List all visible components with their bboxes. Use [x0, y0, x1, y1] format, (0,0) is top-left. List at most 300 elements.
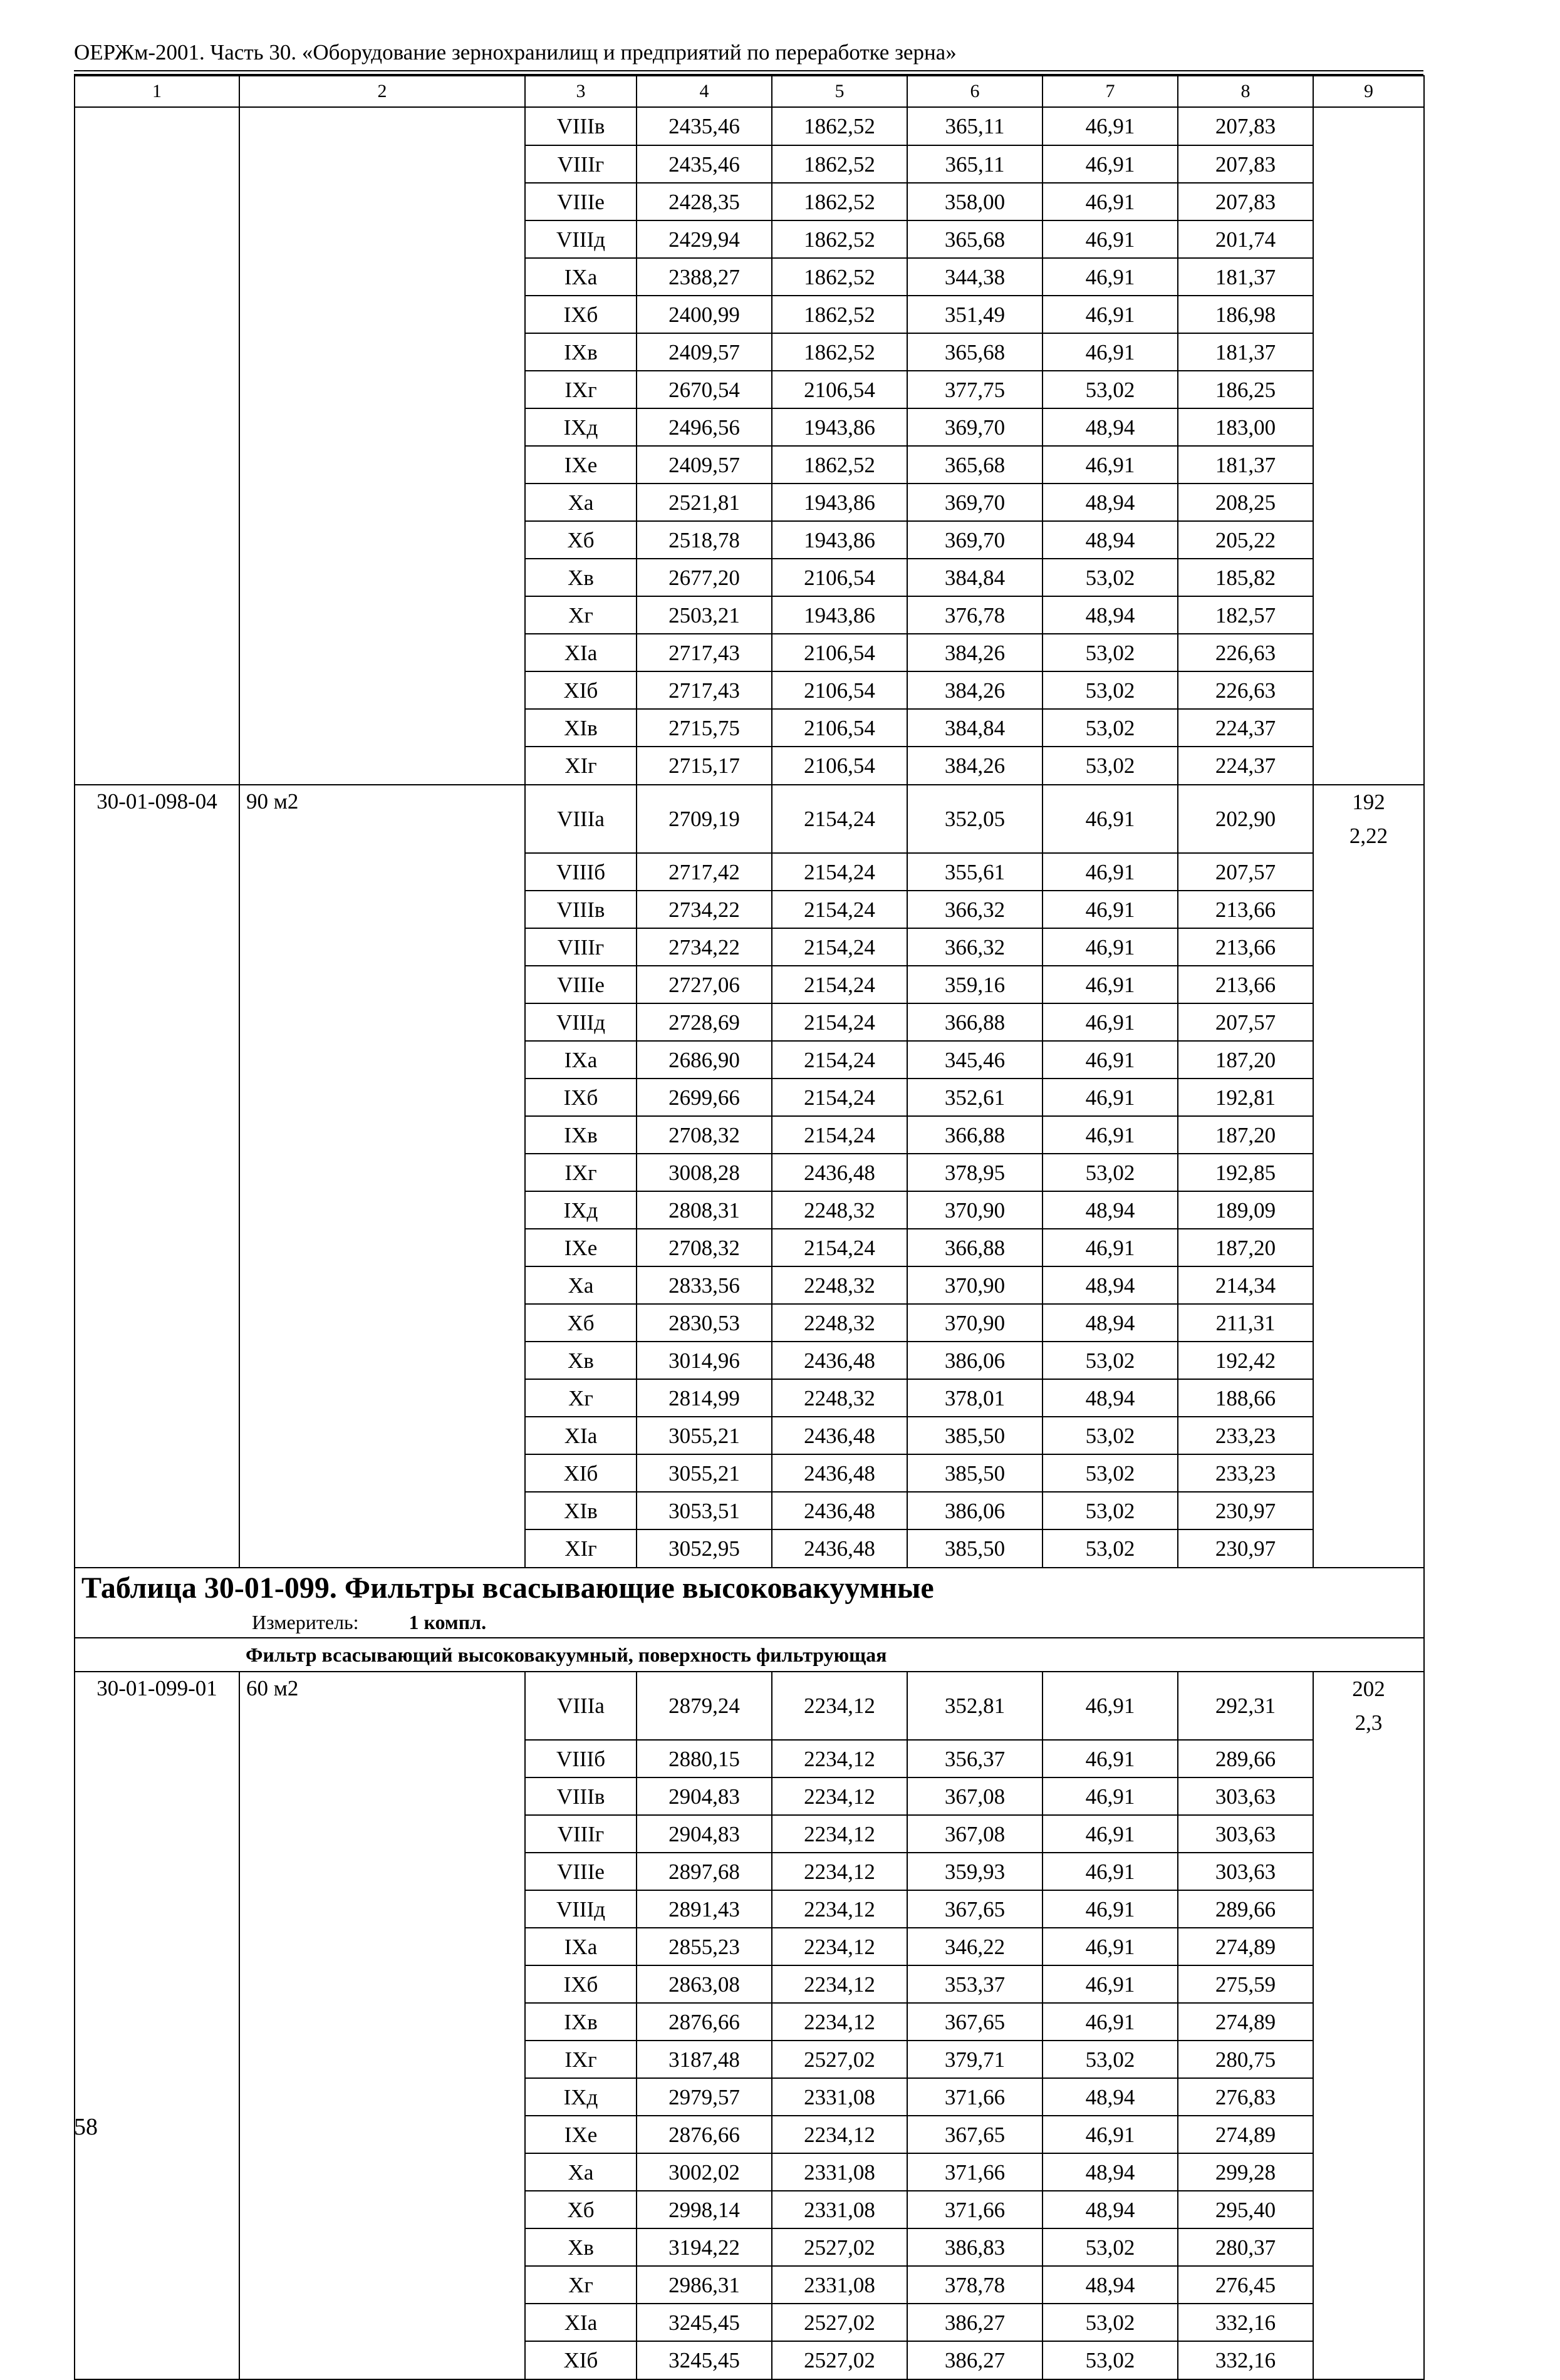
value-cell: 2496,56 — [637, 408, 772, 446]
column-number: 7 — [1043, 76, 1178, 107]
rate-note-cell — [1313, 2153, 1424, 2191]
code-cell — [75, 1853, 239, 1890]
value-cell: 213,66 — [1178, 966, 1313, 1003]
code-cell — [75, 145, 239, 183]
rate-note-cell — [1313, 1454, 1424, 1492]
code-cell — [75, 296, 239, 333]
value-cell: 2154,24 — [772, 928, 907, 966]
value-cell: 2830,53 — [637, 1304, 772, 1342]
code-cell — [75, 484, 239, 521]
region-cell: Xб — [525, 2191, 637, 2228]
value-cell: 48,94 — [1043, 1191, 1178, 1229]
value-cell: 2709,19 — [637, 785, 772, 853]
value-cell: 2154,24 — [772, 966, 907, 1003]
rate-note-cell — [1313, 891, 1424, 928]
table-row — [75, 1079, 1424, 1116]
rate-note-cell — [1313, 709, 1424, 747]
value-cell: 186,25 — [1178, 371, 1313, 408]
region-cell: XIг — [525, 747, 637, 785]
table-heading — [75, 1568, 1424, 1638]
value-cell: 359,16 — [907, 966, 1043, 1003]
value-cell: 2715,17 — [637, 747, 772, 785]
code-cell — [75, 1191, 239, 1229]
name-cell — [239, 1266, 525, 1304]
region-cell: IXе — [525, 446, 637, 484]
column-number: 1 — [75, 76, 239, 107]
code-cell — [75, 559, 239, 596]
code-cell — [75, 709, 239, 747]
value-cell: 53,02 — [1043, 1342, 1178, 1379]
value-cell: 2234,12 — [772, 1777, 907, 1815]
rate-note-cell — [1313, 371, 1424, 408]
value-cell: 187,20 — [1178, 1116, 1313, 1154]
value-cell: 183,00 — [1178, 408, 1313, 446]
value-cell: 207,57 — [1178, 1003, 1313, 1041]
rate-note-cell — [1313, 2003, 1424, 2041]
value-cell: 1943,86 — [772, 408, 907, 446]
table-row — [75, 2341, 1424, 2379]
region-cell: IXд — [525, 408, 637, 446]
value-cell: 46,91 — [1043, 333, 1178, 371]
name-cell — [239, 596, 525, 634]
name-cell — [239, 1041, 525, 1079]
value-cell: 207,83 — [1178, 183, 1313, 220]
code-cell: 30-01-099-01 — [75, 1672, 239, 1740]
value-cell: 386,27 — [907, 2341, 1043, 2379]
rate-note-cell — [1313, 1079, 1424, 1116]
value-cell: 356,37 — [907, 1740, 1043, 1777]
value-cell: 226,63 — [1178, 634, 1313, 671]
value-cell: 2435,46 — [637, 145, 772, 183]
region-cell: XIг — [525, 1529, 637, 1568]
table-row — [75, 1454, 1424, 1492]
value-cell: 181,37 — [1178, 258, 1313, 296]
value-cell: 201,74 — [1178, 220, 1313, 258]
value-cell: 214,34 — [1178, 1266, 1313, 1304]
rate-note-cell — [1313, 333, 1424, 371]
value-cell: 371,66 — [907, 2191, 1043, 2228]
rate-note-cell — [1313, 1417, 1424, 1454]
value-cell: 2436,48 — [772, 1154, 907, 1191]
value-cell: 2717,43 — [637, 634, 772, 671]
value-cell: 1862,52 — [772, 333, 907, 371]
value-cell: 2248,32 — [772, 1191, 907, 1229]
value-cell: 384,26 — [907, 634, 1043, 671]
value-cell: 192,85 — [1178, 1154, 1313, 1191]
code-cell — [75, 747, 239, 785]
code-cell — [75, 891, 239, 928]
rate-note-cell — [1313, 107, 1424, 145]
name-cell — [239, 709, 525, 747]
code-cell — [75, 596, 239, 634]
code-cell — [75, 2153, 239, 2191]
value-cell: 3014,96 — [637, 1342, 772, 1379]
value-cell: 46,91 — [1043, 220, 1178, 258]
code-cell — [75, 1079, 239, 1116]
value-cell: 366,32 — [907, 891, 1043, 928]
table-row — [75, 1417, 1424, 1454]
name-cell — [239, 333, 525, 371]
value-cell: 378,01 — [907, 1379, 1043, 1417]
value-cell: 369,70 — [907, 408, 1043, 446]
rate-note-value: 2,22 — [1349, 824, 1388, 848]
value-cell: 53,02 — [1043, 1529, 1178, 1568]
value-cell: 2998,14 — [637, 2191, 772, 2228]
code-cell — [75, 2003, 239, 2041]
value-cell: 46,91 — [1043, 928, 1178, 966]
value-cell: 53,02 — [1043, 1417, 1178, 1454]
value-cell: 2234,12 — [772, 1928, 907, 1965]
value-cell: 352,81 — [907, 1672, 1043, 1740]
value-cell: 2677,20 — [637, 559, 772, 596]
region-cell: Xб — [525, 1304, 637, 1342]
rate-note-cell — [1313, 1342, 1424, 1379]
value-cell: 332,16 — [1178, 2341, 1313, 2379]
value-cell: 53,02 — [1043, 2304, 1178, 2341]
table-row — [75, 891, 1424, 928]
value-cell: 359,93 — [907, 1853, 1043, 1890]
region-cell: IXа — [525, 258, 637, 296]
value-cell: 2428,35 — [637, 183, 772, 220]
column-number: 2 — [239, 76, 525, 107]
value-cell: 230,97 — [1178, 1529, 1313, 1568]
unit-label: Измеритель: — [252, 1611, 359, 1633]
value-cell: 351,49 — [907, 296, 1043, 333]
value-cell: 295,40 — [1178, 2191, 1313, 2228]
region-cell: XIа — [525, 1417, 637, 1454]
name-cell — [239, 2078, 525, 2116]
value-cell: 2154,24 — [772, 891, 907, 928]
table-row — [75, 1815, 1424, 1853]
table-row — [75, 446, 1424, 484]
value-cell: 2527,02 — [772, 2304, 907, 2341]
value-cell: 386,27 — [907, 2304, 1043, 2341]
code-cell — [75, 1965, 239, 2003]
rate-note-cell — [1313, 183, 1424, 220]
code-cell — [75, 2228, 239, 2266]
value-cell: 46,91 — [1043, 891, 1178, 928]
value-cell: 181,37 — [1178, 333, 1313, 371]
region-cell: XIб — [525, 1454, 637, 1492]
value-cell: 2904,83 — [637, 1777, 772, 1815]
table-row — [75, 2304, 1424, 2341]
table-row — [75, 1116, 1424, 1154]
table-row — [75, 1928, 1424, 1965]
rate-note-cell — [1313, 2116, 1424, 2153]
rate-note-cell — [1313, 1304, 1424, 1342]
table-row — [75, 1672, 1424, 1740]
value-cell: 3187,48 — [637, 2041, 772, 2078]
value-cell: 2234,12 — [772, 1965, 907, 2003]
value-cell: 358,00 — [907, 183, 1043, 220]
rate-note-cell — [1313, 1890, 1424, 1928]
code-cell — [75, 521, 239, 559]
table-row — [75, 1266, 1424, 1304]
page-number: 58 — [74, 2114, 98, 2140]
value-cell: 2708,32 — [637, 1229, 772, 1266]
table-row — [75, 596, 1424, 634]
rate-note-cell — [1313, 1777, 1424, 1815]
value-cell: 46,91 — [1043, 1815, 1178, 1853]
name-cell — [239, 2304, 525, 2341]
name-cell — [239, 1379, 525, 1417]
value-cell: 2863,08 — [637, 1965, 772, 2003]
region-cell: Xа — [525, 2153, 637, 2191]
rate-note-cell — [1313, 1853, 1424, 1890]
region-cell: VIIIг — [525, 145, 637, 183]
name-cell — [239, 258, 525, 296]
name-cell — [239, 634, 525, 671]
code-cell — [75, 1777, 239, 1815]
code-cell — [75, 1740, 239, 1777]
table-row — [75, 2266, 1424, 2304]
value-cell: 2979,57 — [637, 2078, 772, 2116]
rate-note-cell — [1313, 1672, 1424, 1740]
value-cell: 207,83 — [1178, 107, 1313, 145]
region-cell: VIIIд — [525, 1890, 637, 1928]
value-cell: 2897,68 — [637, 1853, 772, 1890]
name-cell — [239, 1342, 525, 1379]
value-cell: 3245,45 — [637, 2341, 772, 2379]
name-cell — [239, 1740, 525, 1777]
value-cell: 274,89 — [1178, 2003, 1313, 2041]
table-row — [75, 220, 1424, 258]
rate-note-cell — [1313, 1928, 1424, 1965]
code-cell — [75, 966, 239, 1003]
rate-note-cell — [1313, 1041, 1424, 1079]
region-cell: IXа — [525, 1041, 637, 1079]
rate-note-cell — [1313, 408, 1424, 446]
code-cell: 30-01-098-04 — [75, 785, 239, 853]
value-cell: 46,91 — [1043, 2003, 1178, 2041]
value-cell: 367,65 — [907, 2003, 1043, 2041]
table-row — [75, 2003, 1424, 2041]
rate-note-cell — [1313, 596, 1424, 634]
table-row — [75, 1041, 1424, 1079]
region-cell: Xв — [525, 1342, 637, 1379]
value-cell: 2436,48 — [772, 1492, 907, 1529]
value-cell: 46,91 — [1043, 785, 1178, 853]
value-cell: 181,37 — [1178, 446, 1313, 484]
name-cell — [239, 1304, 525, 1342]
value-cell: 46,91 — [1043, 145, 1178, 183]
name-cell — [239, 1777, 525, 1815]
value-cell: 2436,48 — [772, 1342, 907, 1379]
value-cell: 2527,02 — [772, 2041, 907, 2078]
value-cell: 2876,66 — [637, 2003, 772, 2041]
rate-note-cell — [1313, 2304, 1424, 2341]
name-cell — [239, 521, 525, 559]
value-cell: 2727,06 — [637, 966, 772, 1003]
value-cell: 46,91 — [1043, 446, 1178, 484]
value-cell: 2409,57 — [637, 333, 772, 371]
table-row — [75, 484, 1424, 521]
value-cell: 274,89 — [1178, 1928, 1313, 1965]
unit-value: 1 компл. — [408, 1611, 487, 1633]
region-cell: XIб — [525, 2341, 637, 2379]
table-row — [75, 296, 1424, 333]
table-row — [75, 2078, 1424, 2116]
value-cell: 205,22 — [1178, 521, 1313, 559]
table-row — [75, 1740, 1424, 1777]
value-cell: 370,90 — [907, 1191, 1043, 1229]
table-row — [75, 1191, 1424, 1229]
value-cell: 48,94 — [1043, 1266, 1178, 1304]
table-heading-row — [75, 1568, 1424, 1638]
value-cell: 53,02 — [1043, 1492, 1178, 1529]
unit-line — [252, 1612, 1417, 1632]
value-cell: 1943,86 — [772, 596, 907, 634]
value-cell: 207,57 — [1178, 853, 1313, 891]
rate-note-cell — [1313, 2078, 1424, 2116]
code-cell — [75, 2041, 239, 2078]
value-cell: 3194,22 — [637, 2228, 772, 2266]
rate-note-cell — [1313, 2041, 1424, 2078]
column-number-row — [75, 76, 1424, 107]
code-cell — [75, 1890, 239, 1928]
table-row — [75, 107, 1424, 145]
value-cell: 53,02 — [1043, 559, 1178, 596]
rate-note-cell — [1313, 296, 1424, 333]
value-cell: 276,83 — [1178, 2078, 1313, 2116]
name-cell — [239, 1853, 525, 1890]
value-cell: 365,68 — [907, 220, 1043, 258]
value-cell: 2503,21 — [637, 596, 772, 634]
rate-note-cell — [1313, 2228, 1424, 2266]
column-number: 9 — [1313, 76, 1424, 107]
header-rule — [74, 70, 1423, 71]
table-row — [75, 2228, 1424, 2266]
value-cell: 46,91 — [1043, 296, 1178, 333]
value-cell: 2154,24 — [772, 853, 907, 891]
value-cell: 46,91 — [1043, 1890, 1178, 1928]
name-cell — [239, 2266, 525, 2304]
code-cell — [75, 853, 239, 891]
table-row — [75, 2116, 1424, 2153]
value-cell: 1862,52 — [772, 220, 907, 258]
region-cell: IXе — [525, 1229, 637, 1266]
value-cell: 187,20 — [1178, 1229, 1313, 1266]
rate-note-cell — [1313, 671, 1424, 709]
value-cell: 2436,48 — [772, 1529, 907, 1568]
name-cell — [239, 1492, 525, 1529]
code-cell — [75, 1417, 239, 1454]
code-cell — [75, 1003, 239, 1041]
value-cell: 292,31 — [1178, 1672, 1313, 1740]
rate-note-cell — [1313, 785, 1424, 853]
table-row — [75, 1154, 1424, 1191]
value-cell: 224,37 — [1178, 709, 1313, 747]
code-cell — [75, 408, 239, 446]
value-cell: 366,88 — [907, 1229, 1043, 1266]
name-cell: 60 м2 — [239, 1672, 525, 1740]
rate-note-cell — [1313, 1379, 1424, 1417]
value-cell: 2331,08 — [772, 2078, 907, 2116]
value-cell: 46,91 — [1043, 1229, 1178, 1266]
name-cell — [239, 1454, 525, 1492]
region-cell: XIв — [525, 709, 637, 747]
value-cell: 352,05 — [907, 785, 1043, 853]
rate-note-cell — [1313, 747, 1424, 785]
name-cell — [239, 2228, 525, 2266]
table-row — [75, 2153, 1424, 2191]
value-cell: 2986,31 — [637, 2266, 772, 2304]
code-cell — [75, 1379, 239, 1417]
name-cell — [239, 296, 525, 333]
value-cell: 3245,45 — [637, 2304, 772, 2341]
region-cell: XIа — [525, 2304, 637, 2341]
value-cell: 46,91 — [1043, 258, 1178, 296]
code-cell — [75, 1266, 239, 1304]
code-cell — [75, 1815, 239, 1853]
code-cell — [75, 107, 239, 145]
region-cell: VIIIе — [525, 966, 637, 1003]
value-cell: 2234,12 — [772, 1853, 907, 1890]
name-cell — [239, 1154, 525, 1191]
value-cell: 187,20 — [1178, 1041, 1313, 1079]
value-cell: 2106,54 — [772, 559, 907, 596]
value-cell: 384,84 — [907, 709, 1043, 747]
rate-note-value: 192 — [1352, 790, 1385, 814]
region-cell: VIIIд — [525, 1003, 637, 1041]
value-cell: 233,23 — [1178, 1454, 1313, 1492]
table-row — [75, 521, 1424, 559]
value-cell: 48,94 — [1043, 408, 1178, 446]
table-row — [75, 1229, 1424, 1266]
table-row — [75, 785, 1424, 853]
code-cell — [75, 1229, 239, 1266]
value-cell: 2248,32 — [772, 1304, 907, 1342]
name-cell — [239, 1116, 525, 1154]
region-cell: IXд — [525, 1191, 637, 1229]
value-cell: 2734,22 — [637, 928, 772, 966]
name-cell — [239, 891, 525, 928]
value-cell: 208,25 — [1178, 484, 1313, 521]
region-cell: IXг — [525, 371, 637, 408]
value-cell: 2409,57 — [637, 446, 772, 484]
rate-note-cell — [1313, 928, 1424, 966]
value-cell: 384,26 — [907, 671, 1043, 709]
value-cell: 46,91 — [1043, 1041, 1178, 1079]
table-row — [75, 966, 1424, 1003]
value-cell: 274,89 — [1178, 2116, 1313, 2153]
region-cell: Xг — [525, 2266, 637, 2304]
name-cell — [239, 1815, 525, 1853]
value-cell: 1943,86 — [772, 484, 907, 521]
column-number: 4 — [637, 76, 772, 107]
value-cell: 46,91 — [1043, 1853, 1178, 1890]
value-cell: 224,37 — [1178, 747, 1313, 785]
name-cell — [239, 1191, 525, 1229]
value-cell: 2106,54 — [772, 634, 907, 671]
value-cell: 3052,95 — [637, 1529, 772, 1568]
value-cell: 2154,24 — [772, 1041, 907, 1079]
value-cell: 2904,83 — [637, 1815, 772, 1853]
value-cell: 366,88 — [907, 1003, 1043, 1041]
value-cell: 2670,54 — [637, 371, 772, 408]
value-cell: 376,78 — [907, 596, 1043, 634]
value-cell: 2715,75 — [637, 709, 772, 747]
value-cell: 345,46 — [907, 1041, 1043, 1079]
value-cell: 48,94 — [1043, 1379, 1178, 1417]
name-cell — [239, 2191, 525, 2228]
table-row — [75, 747, 1424, 785]
value-cell: 2388,27 — [637, 258, 772, 296]
value-cell: 46,91 — [1043, 1116, 1178, 1154]
value-cell: 367,65 — [907, 1890, 1043, 1928]
table-row — [75, 634, 1424, 671]
value-cell: 53,02 — [1043, 747, 1178, 785]
